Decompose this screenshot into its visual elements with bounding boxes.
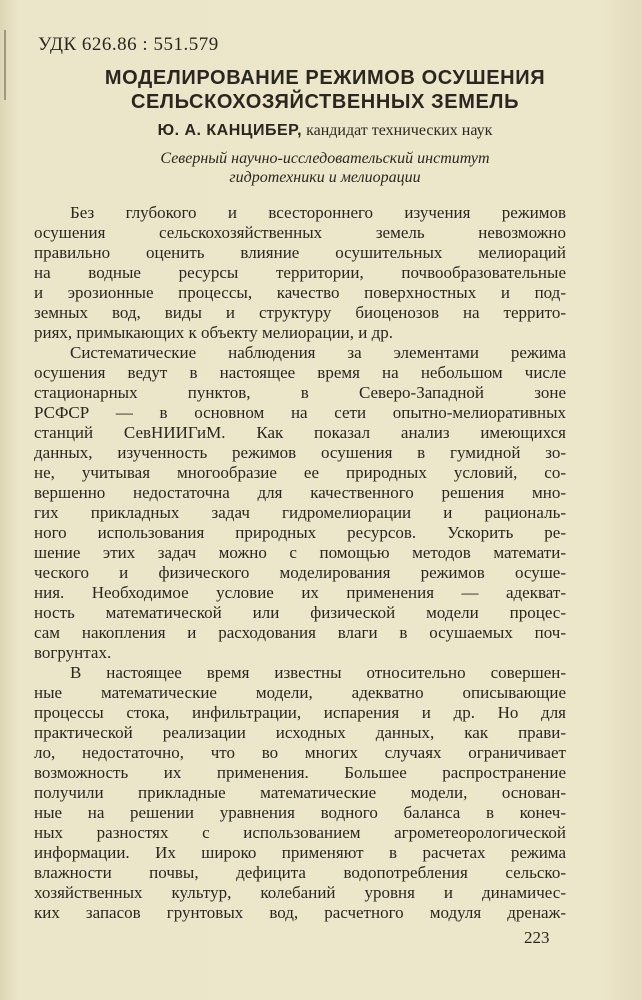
body-line: процессы стока, инфильтрации, испарения и др. Но для	[34, 703, 566, 722]
body-line: и эрозионные процессы, качество поверхностных и под-	[34, 283, 566, 302]
body-line: гих прикладных задач гидромелиорации и рациональ-	[34, 503, 566, 522]
body-line: Систематические наблюдения за элементами режима	[70, 343, 566, 362]
body-line: осушения ведут в настоящее время на небольшом числе	[34, 363, 566, 382]
body-line: станций СевНИИГиМ. Как показал анализ имеющихся	[34, 423, 566, 442]
article-title	[40, 66, 610, 114]
affiliation-line-2: гидротехники и мелиорации	[229, 169, 421, 186]
body-line: данных, изученность режимов осушения в гумидной зо-	[34, 443, 566, 462]
body-line: ния. Необходимое условие их применения — адекват-	[34, 583, 566, 602]
author-name: Ю. А. КАНЦИБЕР,	[157, 122, 303, 139]
body-line: ческого и физического моделирования режимов осуше-	[34, 563, 566, 582]
body-line: стационарных пунктов, в Северо-Западной зоне	[34, 383, 566, 402]
body-line: земных вод, виды и структуру биоценозов на террито-	[34, 303, 566, 322]
body-line: возможность их применения. Большее распространение	[34, 763, 566, 782]
body-line: осушения сельскохозяйственных земель невозможно	[34, 223, 566, 242]
author-line	[40, 122, 610, 140]
body-line: получили прикладные математические модели, основан-	[34, 783, 566, 802]
body-line: ких запасов грунтовых вод, расчетного модуля дренаж-	[34, 903, 566, 922]
body-line: РСФСР — в основном на сети опытно-мелиоративных	[34, 403, 566, 422]
body-line: на водные ресурсы территории, почвообразовательные	[34, 263, 566, 282]
author-degree: кандидат технических наук	[306, 122, 493, 139]
page-number: 223	[524, 928, 550, 947]
body-line: не, учитывая многообразие ее природных условий, со-	[34, 463, 566, 482]
title-line-1: МОДЕЛИРОВАНИЕ РЕЖИМОВ ОСУШЕНИЯ	[104, 67, 546, 89]
body-line: В настоящее время известны относительно совершен-	[70, 663, 566, 682]
body-line: ность математической или физической модели процес-	[34, 603, 566, 622]
body-line: риях, примыкающих к объекту мелиорации, и др.	[34, 323, 394, 342]
binding-edge	[4, 30, 6, 100]
body-line: шение этих задач можно с помощью методов математи-	[34, 543, 566, 562]
body-line: вогрунтах.	[34, 643, 112, 662]
author-affiliation	[40, 149, 610, 187]
body-line: Без глубокого и всестороннего изучения режимов	[70, 203, 566, 222]
body-line: информации. Их широко применяют в расчетах режима	[34, 843, 566, 862]
body-line: правильно оценить влияние осушительных мелиораций	[34, 243, 566, 262]
article-body	[34, 203, 566, 923]
title-line-2: СЕЛЬСКОХОЗЯЙСТВЕННЫХ ЗЕМЕЛЬ	[130, 91, 520, 113]
body-line: ных разностях с использованием агрометеорологической	[34, 823, 566, 842]
body-line: ные на решении уравнения водного баланса в конеч-	[34, 803, 566, 822]
udk-code: УДК 626.86 : 551.579	[38, 34, 219, 55]
affiliation-line-1: Северный научно-исследовательский институт	[160, 150, 490, 167]
body-line: практической реализации исходных данных, как прави-	[34, 723, 566, 742]
body-line: вершенно недостаточна для качественного решения мно-	[34, 483, 566, 502]
body-line: ло, недостаточно, что во многих случаях ограничивает	[34, 743, 566, 762]
body-line: хозяйственных культур, колебаний уровня и динамичес-	[34, 883, 566, 902]
body-line: сам накопления и расходования влаги в осушаемых поч-	[34, 623, 566, 642]
body-line: влажности почвы, дефицита водопотребления сельско-	[34, 863, 566, 882]
body-line: ные математические модели, адекватно описывающие	[34, 683, 566, 702]
body-line: ного использования природных ресурсов. Ускорить ре-	[34, 523, 566, 542]
